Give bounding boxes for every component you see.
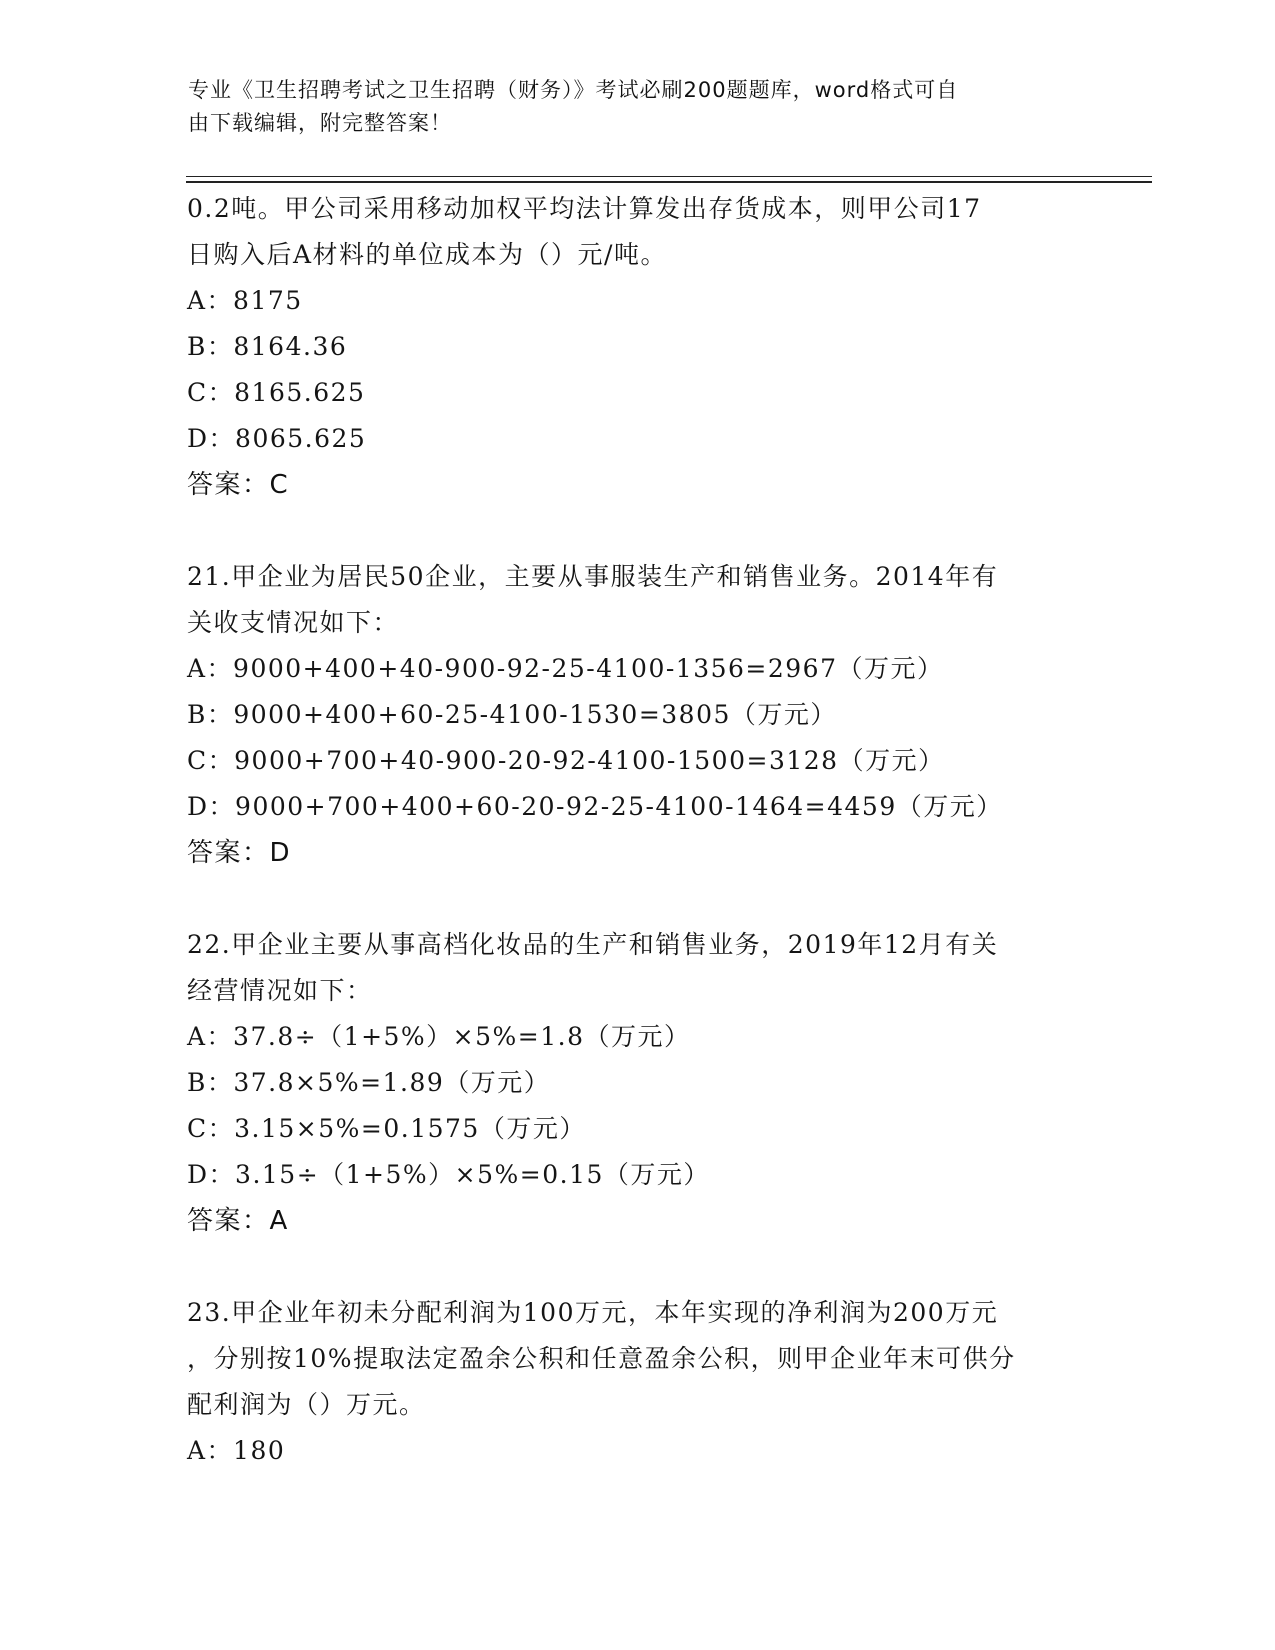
- question-text-line: 21.甲企业为居民50企业，主要从事服装生产和销售业务。2014年有: [187, 562, 999, 591]
- question-text-line: 0.2吨。甲公司采用移动加权平均法计算发出存货成本，则甲公司17: [187, 194, 982, 223]
- question-block-20: [187, 186, 1087, 508]
- answer-line: 答案：A: [187, 1206, 289, 1236]
- header-line-1: 专业《卫生招聘考试之卫生招聘（财务）》考试必刷200题题库，word格式可自: [188, 78, 959, 102]
- option-a: A：180: [187, 1436, 286, 1465]
- answer-line: 答案：C: [187, 470, 290, 500]
- question-text-line: ，分别按10%提取法定盈余公积和任意盈余公积，则甲企业年末可供分: [187, 1344, 1016, 1373]
- option-a: A：9000+400+40-900-92-25-4100-1356=2967（万元）: [187, 654, 944, 683]
- question-text-line: 关收支情况如下：: [187, 608, 400, 637]
- option-b: B：9000+400+60-25-4100-1530=3805（万元）: [187, 700, 837, 729]
- option-d: D：8065.625: [187, 424, 367, 453]
- option-b: B：8164.36: [187, 332, 348, 361]
- question-text-line: 23.甲企业年初未分配利润为100万元，本年实现的净利润为200万元: [187, 1298, 999, 1327]
- option-c: C：8165.625: [187, 378, 366, 407]
- option-b: B：37.8×5%=1.89（万元）: [187, 1068, 551, 1097]
- header-divider-thin: [186, 176, 1152, 177]
- question-block-23: [187, 1290, 1087, 1474]
- answer-line: 答案：D: [187, 838, 292, 868]
- header-line-2: 由下载编辑，附完整答案！: [188, 111, 452, 135]
- option-a: A：8175: [187, 286, 303, 315]
- option-c: C：3.15×5%=0.1575（万元）: [187, 1114, 586, 1143]
- option-d: D：9000+700+400+60-20-92-25-4100-1464=4459（万元）: [187, 792, 1003, 821]
- question-text-line: 配利润为（）万元。: [187, 1390, 426, 1419]
- option-a: A：37.8÷（1+5%）×5%=1.8（万元）: [187, 1022, 691, 1051]
- question-text-line: 日购入后A材料的单位成本为（）元/吨。: [187, 240, 667, 269]
- header-divider-thick: [186, 181, 1152, 183]
- question-text-line: 22.甲企业主要从事高档化妆品的生产和销售业务，2019年12月有关: [187, 930, 999, 959]
- document-header: [188, 74, 1068, 140]
- question-text-line: 经营情况如下：: [187, 976, 373, 1005]
- question-block-21: [187, 554, 1087, 876]
- option-d: D：3.15÷（1+5%）×5%=0.15（万元）: [187, 1160, 710, 1189]
- option-c: C：9000+700+40-900-20-92-4100-1500=3128（万元）: [187, 746, 945, 775]
- question-block-22: [187, 922, 1087, 1244]
